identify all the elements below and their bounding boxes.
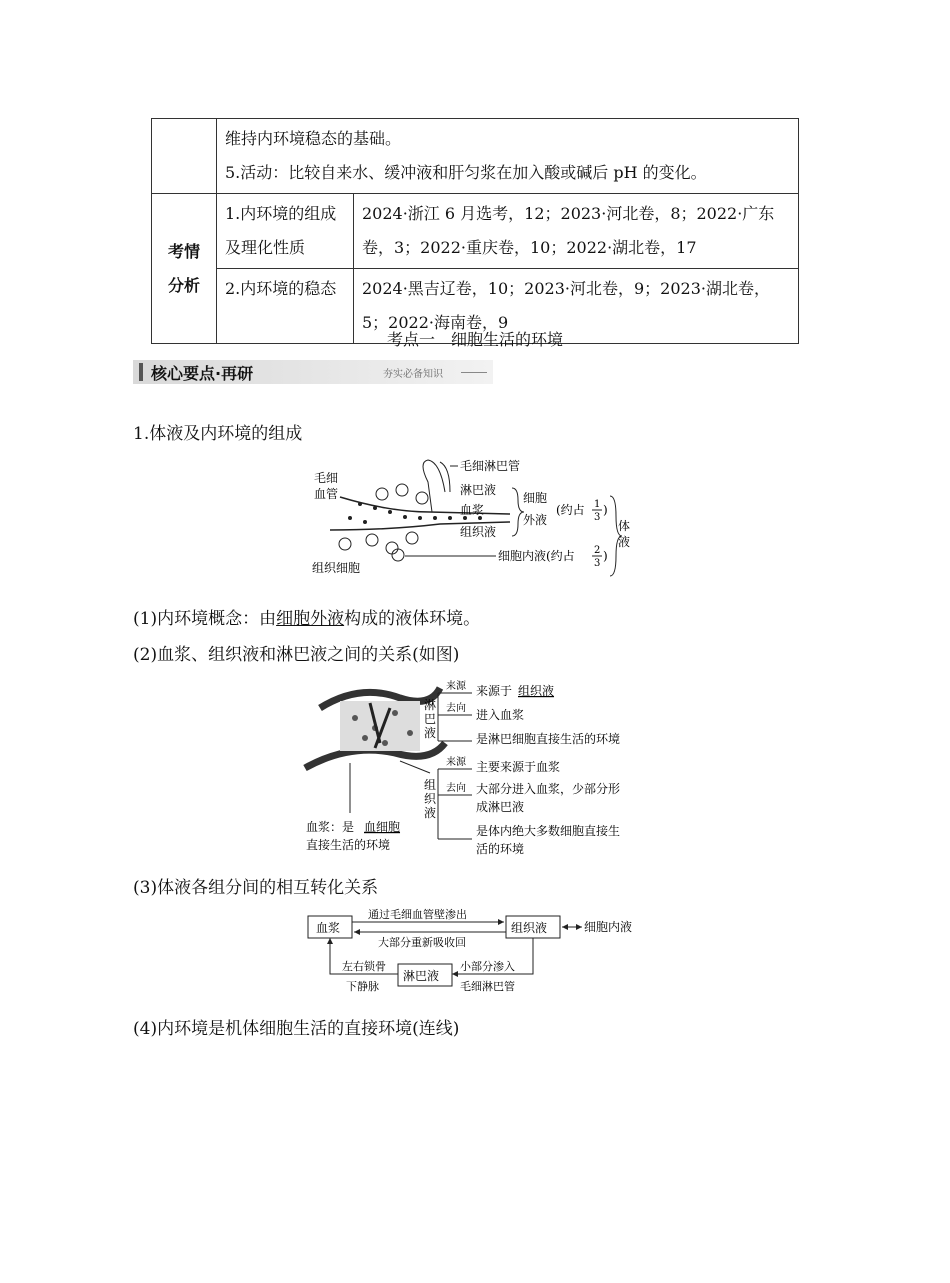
extracellular-underline: 细胞外液	[276, 609, 345, 629]
lymph-source-tag: 来源	[446, 681, 466, 692]
tissue-char-1: 组	[424, 778, 437, 792]
topic-cell: 2.内环境的稳态	[217, 269, 354, 344]
plasma-line2: 直接生活的环境	[306, 838, 391, 852]
frac2-den: 3	[594, 558, 601, 569]
extra-ratio-label: (约占	[556, 503, 585, 517]
tissue-char-3: 液	[424, 806, 437, 820]
tissue-dest-1: 大部分进入血浆，少部分形	[476, 782, 621, 796]
banner-title: 核心要点·再研	[151, 364, 254, 383]
top-arrow-label: 通过毛细血管壁渗出	[368, 908, 467, 921]
paragraph-3: (3)体液各组分间的相互转化关系	[133, 878, 379, 898]
banner-line	[461, 372, 487, 373]
source-cell: 2024·浙江 6 月选考，12；2023·河北卷，8；2022·广东卷，3；2022·重庆卷，10；2022·湖北卷，17	[354, 194, 799, 269]
tissue-cell-label: 组织细胞	[312, 561, 361, 575]
lymph-char-2: 巴	[424, 712, 437, 726]
paragraph-2: (2)血浆、组织液和淋巴液之间的关系(如图)	[133, 645, 460, 665]
tissue-char-2: 织	[424, 792, 437, 806]
plasma-box-label: 血浆	[316, 921, 341, 935]
topic-cell: 1.内环境的组成及理化性质	[217, 194, 354, 269]
small-part-label: 小部分渗入	[460, 960, 515, 973]
return-arrow-label: 大部分重新吸收回	[378, 936, 466, 949]
empty-cell	[152, 119, 217, 194]
tissue-env-2: 活的环境	[476, 842, 525, 856]
frac1-num: 1	[594, 499, 601, 510]
frac1-den: 3	[594, 512, 601, 523]
paragraph-1: (1)内环境概念：由细胞外液构成的液体环境。	[133, 609, 481, 629]
section-banner	[133, 360, 493, 384]
lymph-char-1: 淋	[424, 698, 437, 712]
tissue-box-label: 组织液	[511, 921, 548, 935]
plasma-label: 血浆	[460, 503, 485, 517]
tissue-src: 主要来源于血浆	[476, 760, 561, 774]
fluid-conversion-diagram	[300, 904, 650, 1000]
frac2-num: 2	[594, 545, 601, 556]
lymph-capillary-label: 毛细淋巴管	[460, 459, 521, 473]
intracellular-label: 细胞内液(约占	[498, 549, 575, 563]
plasma-tissue-lymph-diagram	[300, 673, 660, 863]
body-fluid-label-2: 液	[618, 535, 631, 549]
section-title: 考点一 细胞生活的环境	[386, 330, 563, 349]
svg-text:): )	[603, 549, 608, 563]
requirement-line-1: 维持内环境稳态的基础。	[225, 129, 402, 148]
lymph-dest: 进入血浆	[476, 708, 525, 722]
requirement-cell	[217, 119, 799, 194]
vein-label: 下静脉	[346, 980, 379, 993]
capillary-label-1: 毛细	[314, 471, 339, 485]
tissue-fluid-label: 组织液	[460, 525, 497, 539]
lymph-label: 淋巴液	[460, 483, 497, 497]
tissue-dest-tag: 去向	[446, 783, 466, 794]
source-cell: 2024·黑吉辽卷，10；2023·河北卷，9；2023·湖北卷，5；2022·海南卷，9	[354, 269, 799, 344]
lymph-src-underline: 组织液	[518, 684, 555, 698]
lymph-char-3: 液	[424, 726, 437, 740]
capillary-label-2: 血管	[314, 487, 339, 501]
svg-text:): )	[603, 503, 608, 517]
plasma-prefix: 血浆：是	[306, 820, 355, 834]
subclavian-label: 左右锁骨	[342, 960, 386, 973]
plasma-underline: 血细胞	[364, 820, 401, 834]
body-fluid-label-1: 体	[618, 519, 631, 533]
extracellular-label-2: 外液	[523, 513, 548, 527]
intracellular-box-label: 细胞内液	[584, 920, 633, 934]
lymph-cap-label: 毛细淋巴管	[460, 980, 515, 993]
requirement-line-2: 5.活动：比较自来水、缓冲液和肝匀浆在加入酸或碱后 pH 的变化。	[225, 163, 707, 182]
lymph-env: 是淋巴细胞直接生活的环境	[476, 732, 621, 746]
lymph-box-label: 淋巴液	[403, 969, 440, 983]
body-fluid-diagram	[300, 452, 650, 582]
extracellular-label-1: 细胞	[523, 491, 548, 505]
lymph-src-prefix: 来源于	[476, 684, 513, 698]
lymph-dest-tag: 去向	[446, 703, 466, 714]
banner-subtitle: 夯实必备知识	[383, 369, 443, 380]
tissue-env-1: 是体内绝大多数细胞直接生	[476, 824, 621, 838]
tissue-dest-2: 成淋巴液	[476, 800, 525, 814]
paragraph-4: (4)内环境是机体细胞生活的直接环境(连线)	[133, 1019, 460, 1039]
curriculum-table	[151, 118, 799, 344]
tissue-source-tag: 来源	[446, 757, 466, 768]
heading-1: 1.体液及内环境的组成	[133, 424, 303, 444]
kaoqing-label: 考情分析	[152, 194, 217, 344]
banner-bar	[139, 363, 143, 381]
